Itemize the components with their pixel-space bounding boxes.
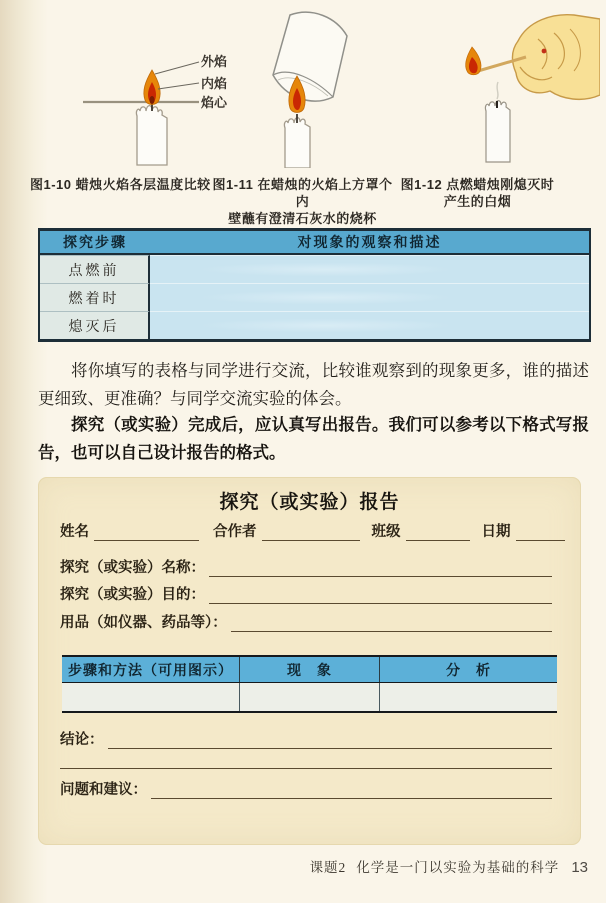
figure-candle-flame-layers [55,12,240,168]
observation-table [38,228,591,342]
experiment-name-blank-line [209,562,552,577]
flame-inner-label: 内焰 [201,76,228,91]
date-label: 日期 [481,524,511,540]
figure-match-white-smoke [420,5,600,165]
steps-method-cell-blank [62,683,240,711]
leader-line-inner [158,83,199,89]
conclusion-blank-line [108,734,553,749]
step-cell: 点燃前 [40,255,150,283]
footer-page-number: 13 [571,859,588,876]
caption-line-1: 图1-12 点燃蜡烛刚熄灭时 [400,177,555,192]
experiment-purpose-label: 探究（或实验）目的： [60,587,205,603]
phenomenon-header-cell: 现 象 [240,657,380,682]
table-row [40,255,589,283]
conclusion-continuation-line [60,754,552,769]
candle-body [136,106,167,165]
table-row [40,311,589,339]
white-smoke [497,82,498,99]
candle-flame-diagram-illustration [55,12,240,168]
experiment-name-row [60,559,552,577]
experiment-purpose-row [60,586,552,604]
caption-line-2: 产生的白烟 [443,194,512,209]
observation-header-cell: 对现象的观察和描述 [297,234,442,250]
figure-caption-1-11 [210,176,395,227]
hand-mark [542,49,547,54]
observation-cell-blank [150,283,589,311]
figure-caption-1-10: 图1-10 蜡烛火焰各层温度比较 [30,177,211,192]
supplies-row [60,614,552,632]
paragraph-write-report: 探究（或实验）完成后，应认真写出报告。我们可以参考以下格式写报告，也可以自己设计报告的格式。 [38,416,589,462]
flame-outer-label: 外焰 [201,54,228,69]
leader-line-outer [155,62,199,74]
supplies-blank-line [231,617,552,632]
candle-body [284,118,310,168]
issues-row [60,781,552,799]
report-form-title: 探究（或实验）报告 [219,492,400,513]
analysis-header-cell: 分 析 [446,661,491,678]
report-table-empty-row [62,683,557,711]
report-header-fields-row [60,525,565,541]
hand-match-candle-illustration [420,5,600,165]
date-blank-line [516,526,566,541]
step-header-cell: 探究步骤 [63,234,127,250]
observation-cell-blank [150,255,589,283]
issues-blank-line [151,784,552,799]
body-text-block [38,357,589,467]
issues-label: 问题和建议： [60,782,147,798]
class-label: 班级 [371,524,401,540]
page-footer [0,856,588,876]
observation-cell-blank [150,311,589,339]
figure-caption-1-12 [395,176,560,210]
experiment-purpose-blank-line [209,589,552,604]
phenomenon-cell-blank [240,683,380,711]
experiment-name-label: 探究（或实验）名称： [60,560,205,576]
report-steps-table [62,655,557,713]
conclusion-row [60,731,552,749]
supplies-label: 用品（如仪器、药品等）： [60,615,227,631]
beaker-candle-illustration [230,10,380,168]
experiment-report-form [38,477,581,845]
flame-core-label: 焰心 [201,95,228,110]
footer-chapter-title: 化学是一门以实验为基础的科学 [356,860,560,875]
paragraph-exchange-with-classmates: 将你填写的表格与同学进行交流，比较谁观察到的现象更多，谁的描述更细致、更准确？与同学交流实验的体会。 [38,361,589,408]
footer-lesson-number: 课题2 [309,860,347,875]
figure-beaker-over-candle [230,10,380,168]
partner-label: 合作者 [213,524,257,540]
candle-body [485,101,510,162]
analysis-cell-blank [380,683,557,711]
table-row [40,283,589,311]
beaker-outline [273,12,347,101]
name-blank-line [94,526,199,541]
partner-blank-line [262,526,360,541]
caption-line-1: 图1-11 在蜡烛的火焰上方罩个内 [212,177,393,209]
conclusion-label: 结论： [60,732,104,748]
flame-core [150,96,155,104]
caption-line-2: 壁蘸有澄清石灰水的烧杯 [228,211,377,226]
observation-table-header [40,231,589,255]
steps-method-header-cell: 步骤和方法（可用图示） [62,657,240,682]
report-table-header [62,657,557,683]
name-label: 姓名 [60,524,89,540]
class-blank-line [406,526,470,541]
step-cell: 熄灭后 [40,311,150,339]
step-cell: 燃着时 [40,283,150,311]
